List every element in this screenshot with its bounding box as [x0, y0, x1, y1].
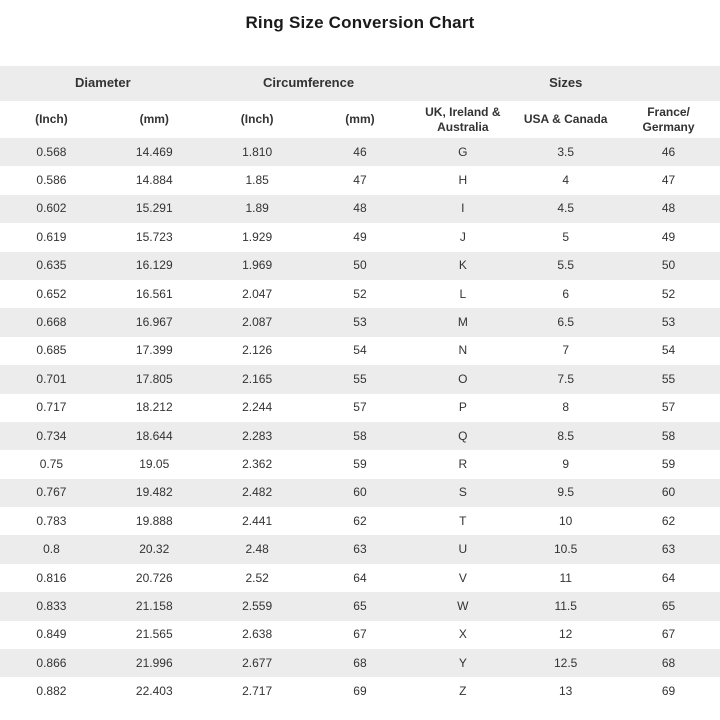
- table-cell: 5.5: [557, 258, 575, 273]
- table-body: [0, 138, 720, 706]
- table-cell: 67: [353, 627, 367, 642]
- table-cell: 7.5: [557, 371, 575, 386]
- table-cell: 69: [353, 684, 367, 699]
- table-cell: 50: [661, 258, 676, 273]
- table-row: [0, 564, 720, 592]
- table-cell: 2.48: [245, 542, 269, 557]
- table-cell: 2.283: [242, 428, 273, 443]
- table-row: [0, 252, 720, 280]
- table-cell: 0.866: [36, 655, 67, 670]
- table-cell: 62: [661, 513, 676, 528]
- table-cell: 47: [661, 173, 676, 188]
- table-cell: R: [458, 456, 468, 471]
- group-header-row: [0, 66, 720, 101]
- table-cell: 59: [353, 456, 367, 471]
- column-header-diameter-inch: (Inch): [0, 101, 103, 138]
- table-cell: T: [459, 513, 467, 528]
- table-row: [0, 195, 720, 223]
- table-cell: 21.158: [135, 598, 173, 613]
- table-cell: 18.644: [135, 428, 173, 443]
- table-cell: 2.638: [242, 627, 273, 642]
- table-cell: 22.403: [135, 684, 173, 699]
- table-cell: 0.882: [36, 684, 67, 699]
- table-cell: 67: [661, 627, 676, 642]
- table-cell: 2.244: [242, 400, 273, 415]
- table-cell: 0.717: [36, 400, 67, 415]
- table-cell: 0.635: [36, 258, 67, 273]
- table-cell: 60: [353, 485, 367, 500]
- table-cell: X: [458, 627, 467, 642]
- table-cell: 53: [661, 315, 676, 330]
- table-cell: 1.89: [245, 201, 269, 216]
- table-cell: 19.482: [135, 485, 173, 500]
- table-row: [0, 422, 720, 450]
- table-cell: 0.602: [36, 201, 67, 216]
- table-cell: 16.129: [135, 258, 173, 273]
- table-row: [0, 166, 720, 194]
- table-cell: 0.767: [36, 485, 67, 500]
- table-cell: 0.783: [36, 513, 67, 528]
- table-cell: 2.362: [242, 456, 273, 471]
- table-cell: W: [457, 598, 469, 613]
- table-cell: 8: [562, 400, 570, 415]
- table-cell: 11.5: [554, 598, 577, 613]
- table-cell: 8.5: [557, 428, 575, 443]
- table-cell: 0.8: [43, 542, 60, 557]
- table-cell: 12: [558, 627, 573, 642]
- table-cell: Q: [458, 428, 468, 443]
- table-cell: 65: [353, 598, 367, 613]
- table-row: [0, 535, 720, 563]
- table-cell: P: [458, 400, 467, 415]
- table-cell: H: [458, 173, 468, 188]
- table-cell: I: [461, 201, 465, 216]
- table-row: [0, 394, 720, 422]
- table-cell: 50: [353, 258, 367, 273]
- group-header-diameter: Diameter: [0, 66, 206, 101]
- table-cell: 2.165: [242, 371, 273, 386]
- table-row: [0, 450, 720, 478]
- table-cell: 0.685: [36, 343, 67, 358]
- table-cell: 6: [562, 286, 570, 301]
- table-row: [0, 507, 720, 535]
- table-cell: 0.586: [36, 173, 67, 188]
- column-header-uk-ireland-australia: UK, Ireland & Australia: [411, 101, 514, 138]
- table-cell: 1.969: [242, 258, 273, 273]
- table-cell: 48: [353, 201, 367, 216]
- table-cell: 4: [562, 173, 570, 188]
- table-cell: 12.5: [553, 655, 578, 670]
- column-header-circumference-mm: (mm): [309, 101, 412, 138]
- table-cell: 69: [661, 684, 676, 699]
- table-cell: 1.929: [242, 229, 273, 244]
- table-cell: 14.469: [135, 144, 173, 159]
- table-cell: O: [458, 371, 468, 386]
- table-cell: 16.967: [135, 315, 173, 330]
- table-cell: 52: [661, 286, 676, 301]
- table-cell: 13: [558, 684, 573, 699]
- table-cell: 2.677: [242, 655, 273, 670]
- table-row: [0, 280, 720, 308]
- ring-size-conversion-table: [0, 66, 720, 706]
- table-cell: 49: [353, 229, 367, 244]
- table-cell: L: [459, 286, 467, 301]
- table-cell: 2.559: [242, 598, 273, 613]
- table-cell: 21.996: [135, 655, 173, 670]
- table-cell: 0.568: [36, 144, 67, 159]
- table-cell: 0.75: [39, 456, 64, 471]
- table-cell: 2.047: [242, 286, 273, 301]
- table-cell: 63: [661, 542, 676, 557]
- table-row: [0, 677, 720, 705]
- column-header-france-germany: France/ Germany: [617, 101, 720, 138]
- table-cell: 68: [353, 655, 367, 670]
- table-row: [0, 337, 720, 365]
- table-cell: 2.126: [242, 343, 273, 358]
- table-cell: 2.52: [245, 570, 269, 585]
- table-cell: V: [458, 570, 467, 585]
- table-cell: 18.212: [135, 400, 173, 415]
- table-cell: 17.399: [135, 343, 173, 358]
- table-cell: 2.717: [242, 684, 273, 699]
- table-cell: 58: [353, 428, 367, 443]
- table-cell: 9: [562, 456, 570, 471]
- table-row: [0, 621, 720, 649]
- table-cell: 19.888: [135, 513, 173, 528]
- table-cell: 47: [353, 173, 367, 188]
- table-cell: M: [457, 315, 468, 330]
- table-cell: 6.5: [557, 315, 575, 330]
- table-cell: 16.561: [135, 286, 173, 301]
- table-cell: 54: [353, 343, 367, 358]
- table-cell: K: [458, 258, 467, 273]
- table-cell: 21.565: [135, 627, 173, 642]
- table-cell: 10.5: [553, 542, 578, 557]
- table-cell: 57: [661, 400, 676, 415]
- table-cell: 46: [353, 144, 367, 159]
- group-header-circumference: Circumference: [206, 66, 412, 101]
- table-row: [0, 649, 720, 677]
- table-cell: S: [458, 485, 467, 500]
- column-header-circumference-inch: (Inch): [206, 101, 309, 138]
- table-cell: 54: [661, 343, 676, 358]
- table-cell: 0.734: [36, 428, 67, 443]
- table-cell: 0.668: [36, 315, 67, 330]
- table-cell: J: [459, 229, 466, 244]
- table-cell: N: [458, 343, 468, 358]
- table-cell: 14.884: [135, 173, 173, 188]
- table-cell: 55: [353, 371, 367, 386]
- table-cell: 52: [353, 286, 367, 301]
- table-cell: 60: [661, 485, 676, 500]
- table-cell: 19.05: [139, 456, 170, 471]
- table-cell: 9.5: [557, 485, 575, 500]
- table-cell: 15.291: [135, 201, 173, 216]
- table-row: [0, 592, 720, 620]
- table-cell: 2.482: [242, 485, 273, 500]
- table-cell: 0.701: [36, 371, 67, 386]
- table-cell: 64: [353, 570, 367, 585]
- table-cell: 58: [661, 428, 676, 443]
- table-cell: 0.652: [36, 286, 67, 301]
- table-cell: 64: [661, 570, 676, 585]
- table-cell: G: [458, 144, 468, 159]
- table-cell: U: [458, 542, 468, 557]
- table-cell: 5: [562, 229, 570, 244]
- table-cell: 1.810: [242, 144, 273, 159]
- table-cell: 7: [562, 343, 570, 358]
- table-cell: 11: [559, 570, 572, 585]
- table-cell: 55: [661, 371, 676, 386]
- table-cell: 3.5: [557, 144, 575, 159]
- group-header-sizes: Sizes: [411, 66, 720, 101]
- table-cell: 20.726: [135, 570, 173, 585]
- column-header-usa-canada: USA & Canada: [514, 101, 617, 138]
- table-cell: 0.619: [36, 229, 67, 244]
- table-cell: 1.85: [245, 173, 269, 188]
- column-header-row: [0, 101, 720, 138]
- table-cell: 57: [353, 400, 367, 415]
- table-cell: 49: [661, 229, 676, 244]
- table-cell: 46: [661, 144, 676, 159]
- page-title: Ring Size Conversion Chart: [245, 13, 475, 32]
- table-cell: 10: [558, 513, 573, 528]
- table-cell: 53: [353, 315, 367, 330]
- table-cell: 2.087: [242, 315, 273, 330]
- table-cell: 0.816: [36, 570, 67, 585]
- column-header-diameter-mm: (mm): [103, 101, 206, 138]
- table-cell: 4.5: [557, 201, 575, 216]
- table-cell: 62: [353, 513, 367, 528]
- table-cell: 0.849: [36, 627, 67, 642]
- table-cell: 68: [661, 655, 676, 670]
- table-cell: Z: [459, 684, 467, 699]
- table-row: [0, 223, 720, 251]
- table-cell: 15.723: [135, 229, 173, 244]
- table-cell: Y: [458, 655, 467, 670]
- table-row: [0, 479, 720, 507]
- table-cell: 48: [661, 201, 676, 216]
- table-cell: 0.833: [36, 598, 67, 613]
- table-row: [0, 138, 720, 166]
- table-cell: 20.32: [139, 542, 170, 557]
- table-cell: 65: [661, 598, 676, 613]
- table-cell: 59: [661, 456, 676, 471]
- table-cell: 17.805: [135, 371, 173, 386]
- table-cell: 2.441: [242, 513, 273, 528]
- table-row: [0, 308, 720, 336]
- table-cell: 63: [353, 542, 367, 557]
- table-row: [0, 365, 720, 393]
